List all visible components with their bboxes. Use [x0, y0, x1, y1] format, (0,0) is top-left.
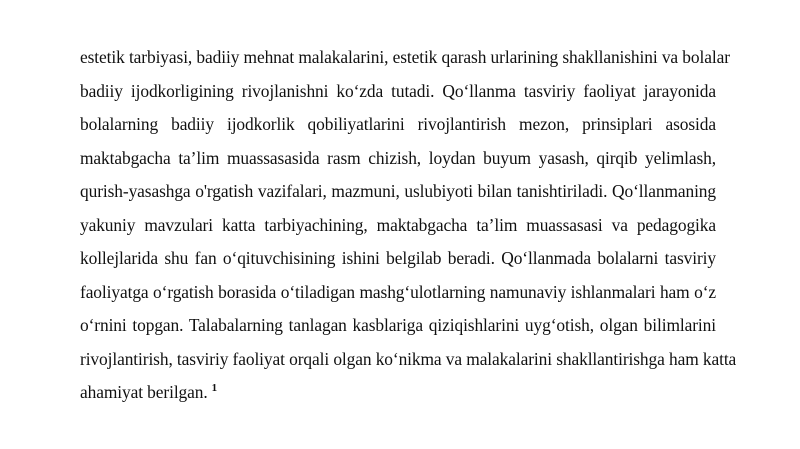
paragraph-line-11	[80, 376, 716, 410]
paragraph-line-2: badiiy ijodkorligining rivojlanishni ko‘zda tutadi. Qo‘llanma tasviriy faoliyat jarayonida	[80, 80, 716, 101]
document-page	[80, 41, 737, 410]
paragraph-line-4: maktabgacha ta’lim muassasasida rasm chizish, loydan buyum yasash, qirqib yelimlash,	[80, 147, 716, 168]
paragraph-line-5: qurish-yasashga o'rgatish vazifalari, mazmuni, uslubiyoti bilan tanishtiriladi. Qo‘llanmaning	[80, 181, 716, 201]
paragraph-line-1: estetik tarbiyasi, badiiy mehnat malakalarini, estetik qarash urlarining shakllanishini va bolalar	[80, 47, 730, 67]
paragraph-line-8: faoliyatga o‘rgatish borasida o‘tiladigan mashg‘ulotlarning namunaviy ishlanmalari ham o‘z	[80, 281, 716, 302]
paragraph-last-text: ahamiyat berilgan.	[80, 382, 208, 402]
footnote-reference[interactable]: 1	[211, 382, 218, 395]
paragraph-line-3: bolalarning badiiy ijodkorlik qobiliyatlarini rivojlantirish mezon, prinsiplari asosida	[80, 114, 716, 134]
paragraph-line-10: rivojlantirish, tasviriy faoliyat orqali olgan ko‘nikma va malakalarini shakllantirishga ham katta	[80, 348, 737, 369]
paragraph-line-7: kollejlarida shu fan o‘qituvchisining ishini belgilab beradi. Qo‘llanmada bolalarni tasviriy	[80, 248, 716, 268]
paragraph-line-9: o‘rnini topgan. Talabalarning tanlagan kasblariga qiziqishlarini uyg‘otish, olgan bilimlarini	[80, 315, 716, 335]
paragraph-line-6: yakuniy mavzulari katta tarbiyachining, maktabgacha ta’lim muassasasi va pedagogika	[80, 214, 716, 235]
